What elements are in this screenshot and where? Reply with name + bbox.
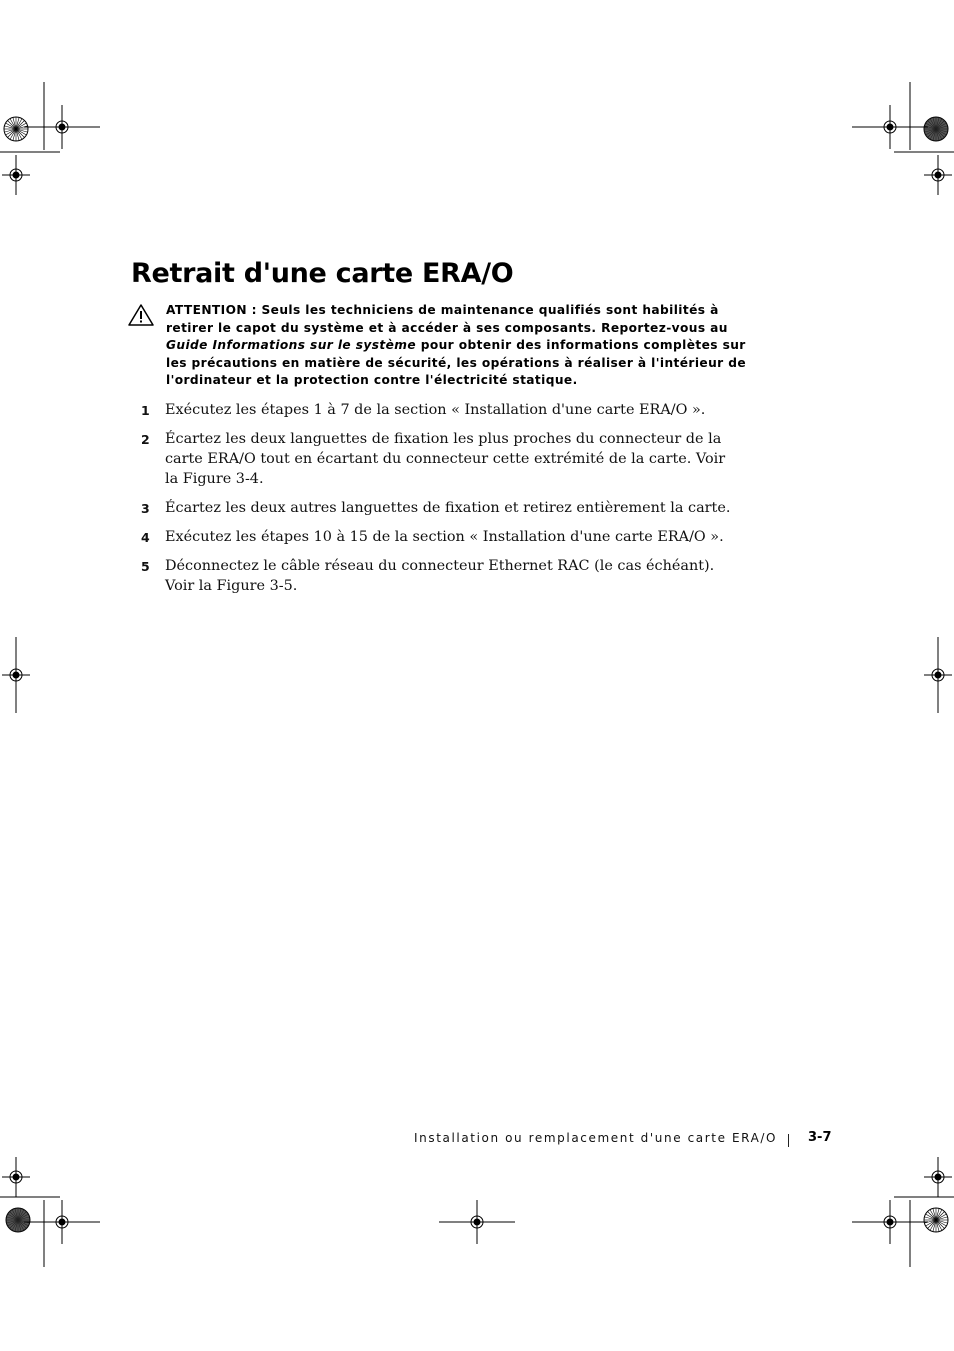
registration-mark [439,1200,515,1244]
step-number: 1 [141,403,150,418]
step-item [137,400,737,420]
registration-mark [924,155,952,195]
attention-text-after: pour obtenir des informations complètes sur les précautions en matière de sécurité, les opérations à réaliser à l'intérieur de l'ordinateur et la protection contre l'électricité statique. [166,338,746,387]
registration-mark [924,637,952,713]
step-text: Exécutez les étapes 10 à 15 de la section « Installation d'une carte ERA/O ». [165,529,724,545]
step-text: Écartez les deux languettes de fixation les plus proches du connecteur de la carte ERA/O tout en écartant du connecteur cette extrémité de la carte. Voir la Figure 3-4. [165,431,726,487]
registration-mark [2,1157,30,1197]
registration-mark [24,1200,100,1244]
registration-mark [852,105,928,149]
step-number: 2 [141,432,150,447]
page-title: Retrait d'une carte ERA/O [131,258,514,289]
attention-text [166,302,746,390]
step-number: 3 [141,501,150,516]
guide-title: Guide Informations sur le système [166,338,417,352]
color-bar-mark [924,1208,948,1232]
registration-mark [852,1200,928,1244]
footer-chapter-title: Installation ou remplacement d'une carte ERA/O [414,1131,778,1145]
step-text: Déconnectez le câble réseau du connecteur Ethernet RAC (le cas échéant). Voir la Figure 3-5. [165,558,715,594]
attention-text-before: Seuls les techniciens de maintenance qualifiés sont habilités à retirer le capot du système et à accéder à ses composants. Reportez-vous au [166,303,728,335]
step-text: Écartez les deux autres languettes de fixation et retirez entièrement la carte. [165,500,731,516]
registration-mark [2,155,30,195]
step-number: 4 [141,530,150,545]
color-bar-mark [924,117,948,141]
color-bar-mark [6,1208,30,1232]
step-item [137,527,737,547]
registration-mark [2,637,30,713]
procedure-steps [137,400,737,605]
attention-label: ATTENTION : [166,303,257,317]
registration-mark [24,105,100,149]
step-text: Exécutez les étapes 1 à 7 de la section « Installation d'une carte ERA/O ». [165,402,706,418]
warning-icon [128,304,154,326]
step-number: 5 [141,559,150,574]
footer-divider [788,1134,789,1147]
color-bar-mark [4,117,28,141]
registration-mark [924,1157,952,1197]
page-number: 3-7 [808,1130,832,1145]
step-item [137,498,737,518]
step-item [137,556,737,596]
step-item [137,429,737,489]
